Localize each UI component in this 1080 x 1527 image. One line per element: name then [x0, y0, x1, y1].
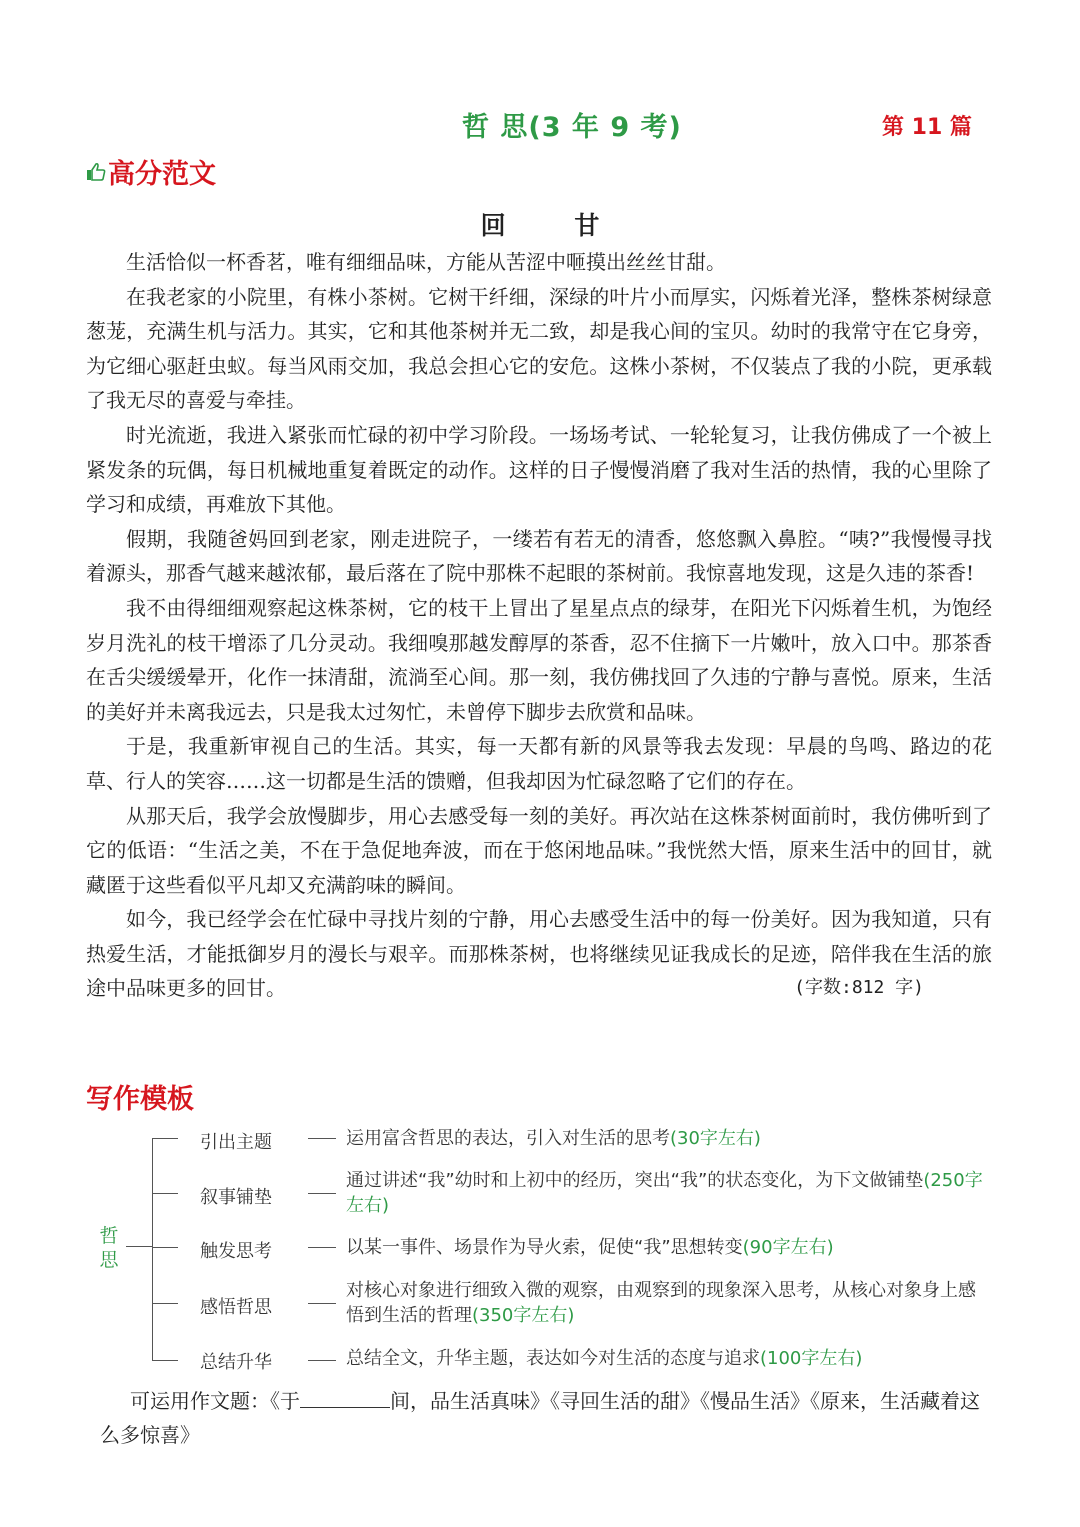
branch-connector	[152, 1138, 153, 1360]
template-node-desc	[346, 1278, 986, 1328]
node-desc-text: 以某一事件、场景作为导火索，促使“我”思想转变	[346, 1237, 743, 1258]
branch-tick	[152, 1138, 178, 1139]
node-dash	[308, 1247, 336, 1248]
usable-topics	[100, 1384, 980, 1452]
template-node-label: 总结升华	[200, 1352, 272, 1373]
template-node-desc	[346, 1126, 986, 1151]
node-length: (250字左右)	[346, 1170, 983, 1216]
essay-paragraph: 从那天后，我学会放慢脚步，用心去感受每一刻的美好。再次站在这株茶树面前时，我仿佛听到了它的低语：“生活之美，不在于急促地奔波，而在于悠闲地品味。”我恍然大悟，原来生活中的回甘，就藏匿于这些看似平凡却又充满韵味的瞬间。	[86, 803, 992, 897]
essay-paragraph-last	[86, 902, 992, 1006]
essay-paragraph: 我不由得细细观察起这株茶树，它的枝干上冒出了星星点点的绿芽，在阳光下闪烁着生机，为饱经岁月洗礼的枝干增添了几分灵动。我细嗅那越发醇厚的茶香，忍不住摘下一片嫩叶，放入口中。那茶香在舌尖缓缓晕开，化作一抹清甜，流淌至心间。那一刻，我仿佛找回了久违的宁静与喜悦。原来，生活的美好并未离我远去，只是我太过匆忙，未曾停下脚步去欣赏和品味。	[86, 595, 992, 724]
template-root-label: 哲思	[99, 1225, 119, 1271]
branch-tick	[152, 1360, 178, 1361]
template-node-label: 触发思考	[200, 1241, 272, 1262]
node-dash	[308, 1138, 336, 1139]
section-sample-essay	[86, 152, 216, 191]
section-writing-template: 写作模板	[86, 1084, 194, 1115]
essay-paragraph: 于是，我重新审视自己的生活。其实，每一天都有新的风景等我去发现：早晨的鸟鸣、路边的花草、行人的笑容……这一切都是生活的馈赠，但我却因为忙碌忽略了它们的存在。	[86, 734, 992, 793]
essay-paragraph: 生活恰似一杯香茗，唯有细细品味，方能从苦涩中咂摸出丝丝甘甜。	[126, 250, 726, 274]
node-length: (30字左右)	[670, 1128, 761, 1149]
usable-topics-lead: 可运用作文题：《于	[130, 1389, 300, 1413]
node-desc-text: 总结全文，升华主题，表达如今对生活的态度与追求	[346, 1348, 760, 1369]
template-node-desc	[346, 1235, 986, 1260]
node-dash	[308, 1303, 336, 1304]
node-length: (100字左右)	[760, 1348, 863, 1369]
node-dash	[308, 1360, 336, 1361]
branch-tick	[152, 1193, 178, 1194]
topic-heading: 哲 思(3 年 9 考)	[462, 112, 682, 143]
template-node-desc	[346, 1346, 986, 1371]
template-node-desc	[346, 1168, 986, 1218]
usable-topics-rest: 间，品生活真味》《寻回生活的甜》《慢品生活》《原来，生活藏着这么多惊喜》	[100, 1389, 980, 1447]
fill-in-blank	[300, 1385, 390, 1408]
thumbs-up-icon	[86, 162, 106, 182]
word-count: (字数:812 字)	[794, 977, 924, 999]
branch-tick	[152, 1303, 178, 1304]
branch-tick	[152, 1247, 178, 1248]
node-desc-text: 运用富含哲思的表达，引入对生活的思考	[346, 1128, 670, 1149]
node-length: (90字左右)	[742, 1237, 834, 1258]
essay-body	[86, 245, 992, 1006]
essay-paragraph: 时光流逝，我进入紧张而忙碌的初中学习阶段。一场场考试、一轮轮复习，让我仿佛成了一个被上紧发条的玩偶，每日机械地重复着既定的动作。这样的日子慢慢消磨了我对生活的热情，我的心里除了学习和成绩，再难放下其他。	[86, 422, 992, 517]
node-dash	[308, 1193, 336, 1194]
essay-title: 回 甘	[480, 211, 630, 240]
template-node-label: 叙事铺垫	[200, 1187, 272, 1208]
node-length: (350字左右)	[472, 1305, 575, 1326]
essay-paragraph: 假期，我随爸妈回到老家，刚走进院子，一缕若有若无的清香，悠悠飘入鼻腔。“咦?”我慢慢寻找着源头，那香气越来越浓郁，最后落在了院中那株不起眼的茶树前。我惊喜地发现，这是久违的茶香!	[86, 526, 992, 586]
node-desc-text: 对核心对象进行细致入微的观察，由观察到的现象深入思考，从核心对象身上感悟到生活的哲理	[346, 1280, 976, 1326]
section-sample-label: 高分范文	[108, 159, 216, 190]
node-desc-text: 通过讲述“我”幼时和上初中的经历，突出“我”的状态变化，为下文做铺垫	[346, 1170, 924, 1191]
essay-paragraph: 在我老家的小院里，有株小茶树。它树干纤细，深绿的叶片小而厚实，闪烁着光泽，整株茶树绿意葱茏，充满生机与活力。其实，它和其他茶树并无二致，却是我心间的宝贝。幼时的我常守在它身旁，为它细心驱赶虫蚁。每当风雨交加，我总会担心它的安危。这株小茶树，不仅装点了我的小院，更承载了我无尽的喜爱与牵挂。	[86, 284, 992, 413]
root-connector	[126, 1246, 152, 1247]
essay-paragraph-text: 如今，我已经学会在忙碌中寻找片刻的宁静，用心去感受生活中的每一份美好。因为我知道，只有热爱生活，才能抵御岁月的漫长与艰辛。而那株茶树，也将继续见证我成长的足迹，陪伴我在生活的旅途中品味更多的回甘。	[86, 907, 992, 1001]
template-node-label: 感悟哲思	[200, 1297, 272, 1318]
template-node-label: 引出主题	[200, 1132, 272, 1153]
article-number: 第 11 篇	[882, 115, 972, 140]
template-diagram	[96, 1120, 996, 1380]
